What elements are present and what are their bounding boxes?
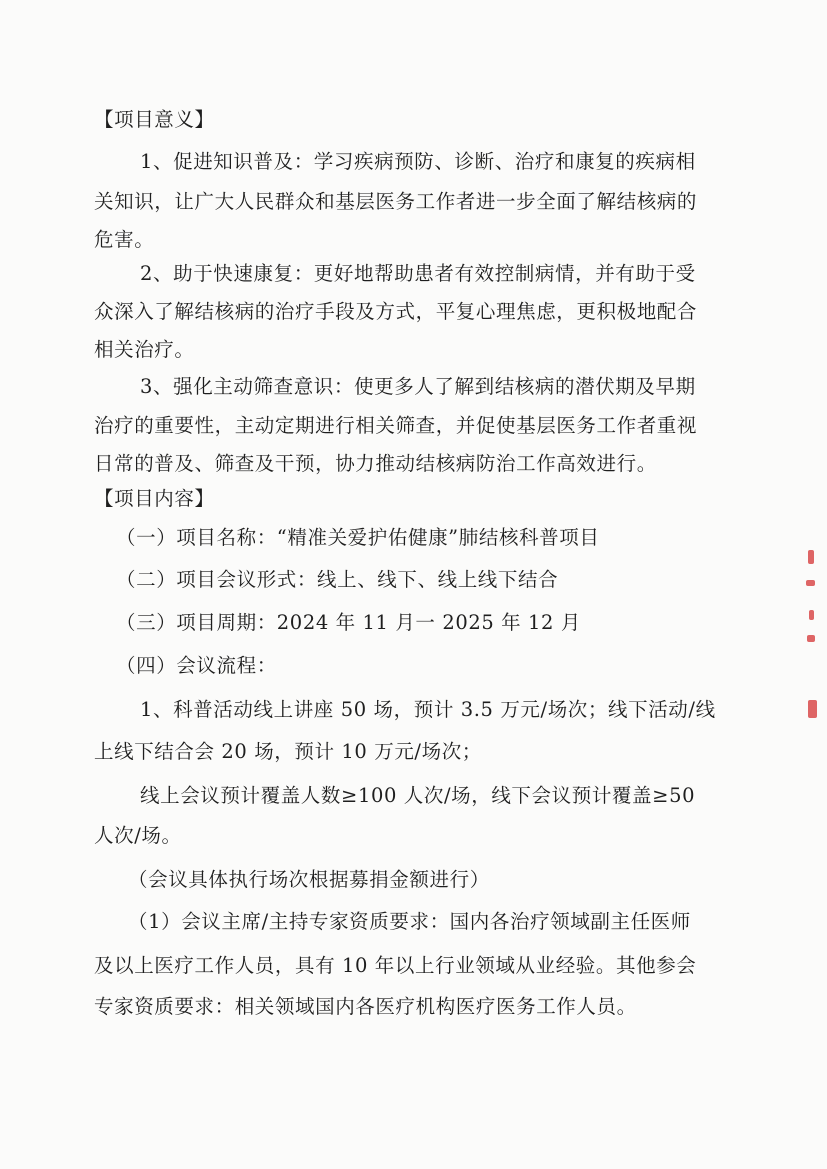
content-item-format: （二）项目会议形式：线上、线下、线上线下结合 [116, 568, 559, 591]
content-heading: 【项目内容】 [94, 487, 215, 510]
requirements-line2: 及以上医疗工作人员，具有 10 年以上行业领域从业经验。其他参会 [94, 954, 697, 977]
execution-note: （会议具体执行场次根据募捐金额进行） [128, 868, 490, 891]
significance-p2-line2: 众深入了解结核病的治疗手段及方式，平复心理焦虑，更积极地配合 [94, 300, 698, 323]
significance-p2-line3: 相关治疗。 [94, 338, 195, 361]
flow-line2: 上线下结合会 20 场，预计 10 万元/场次； [94, 740, 482, 763]
coverage-line1: 线上会议预计覆盖人数≥100 人次/场，线下会议预计覆盖≥50 [140, 784, 696, 807]
significance-p3-line1: 3、强化主动筛查意识：使更多人了解到结核病的潜伏期及早期 [140, 375, 696, 398]
red-seal-edge [806, 540, 824, 730]
requirements-line1: （1）会议主席/主持专家资质要求：国内各治疗领域副主任医师 [128, 910, 691, 933]
content-item-period: （三）项目周期：2024 年 11 月一 2025 年 12 月 [116, 611, 581, 634]
content-item-name: （一）项目名称：“精准关爱护佑健康”肺结核科普项目 [116, 526, 600, 549]
significance-p1-line2: 关知识，让广大人民群众和基层医务工作者进一步全面了解结核病的 [94, 190, 698, 213]
significance-p1-line1: 1、促进知识普及：学习疾病预防、诊断、治疗和康复的疾病相 [140, 150, 696, 173]
significance-p1-line3: 危害。 [94, 228, 155, 251]
significance-p3-line3: 日常的普及、筛查及干预，协力推动结核病防治工作高效进行。 [94, 452, 657, 475]
coverage-line2: 人次/场。 [94, 824, 182, 847]
significance-p3-line2: 治疗的重要性，主动定期进行相关筛查，并促使基层医务工作者重视 [94, 414, 698, 437]
content-item-flow: （四）会议流程： [116, 654, 277, 677]
requirements-line3: 专家资质要求：相关领域国内各医疗机构医疗医务工作人员。 [94, 995, 637, 1018]
significance-p2-line1: 2、助于快速康复：更好地帮助患者有效控制病情，并有助于受 [140, 262, 696, 285]
significance-heading: 【项目意义】 [94, 108, 215, 131]
flow-line1: 1、科普活动线上讲座 50 场，预计 3.5 万元/场次；线下活动/线 [140, 698, 716, 721]
